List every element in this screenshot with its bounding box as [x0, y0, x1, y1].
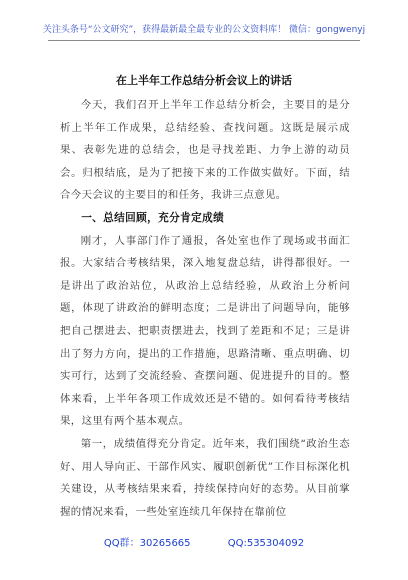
- header-divider: [48, 40, 360, 41]
- section-heading: 一、总结回顾，充分肯定成绩: [81, 211, 225, 224]
- footer-qq: QQ:535304092: [227, 538, 305, 549]
- document-title: 在上半年工作总结分析会议上的讲话: [116, 74, 292, 87]
- header-notice: 关注头条号“公文研究”，获得最新最全最专业的公文资料库！ 微信：gongwenyj: [42, 25, 366, 35]
- body-paragraph: 第一，成绩值得充分肯定。近年来，我们围绕“政治生态好、用人导向正、干部作风实、履职创新优”工作目标深化机关建设，从考核结果来看，持续保持向好的态势。从目前掌握的情况来看，一些处室连续几年保持在靠前位: [60, 437, 350, 518]
- intro-paragraph: 今天，我们召开上半年工作总结分析会，主要目的是分析上半年工作成果，总结经验、查找问题。这既是展示成果、表彰先进的总结会，也是寻找差距、力争上游的动员会。归根结底，是为了把接下来的工作做实做好。下面，结合今天会议的主要目的和任务，我讲三点意见。: [60, 99, 350, 202]
- footer-contacts: [0, 534, 408, 549]
- document-body: [60, 94, 350, 523]
- body-paragraph: 刚才，人事部门作了通报，各处室也作了现场或书面汇报。大家结合考核结果，深入地复盘总结，讲得都很好。一是讲出了政治站位，从政治上总结经验，从政治上分析问题，体现了讲政治的鲜明态度；二是讲出了问题导向，能够把自己摆进去、把职责摆进去，找到了差距和不足；三是讲出了努力方向，提出的工作措施，思路清晰、重点明确、切实可行，达到了交流经验、查摆问题、促进提升的目的。整体来看，上半年各项工作成效还是不错的。如何看待考核结果，这里有两个基本观点。: [60, 234, 350, 428]
- footer-qq-group: QQ群：30265665: [103, 538, 191, 549]
